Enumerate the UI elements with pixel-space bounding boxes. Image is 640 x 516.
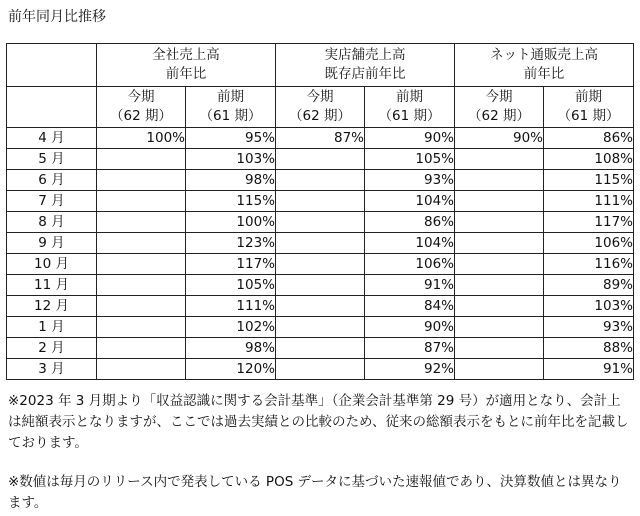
corner-cell — [7, 87, 97, 128]
value-cell: 103% — [544, 296, 634, 317]
value-cell — [276, 191, 365, 212]
table-row — [7, 275, 634, 296]
value-cell: 115% — [186, 191, 276, 212]
value-cell — [276, 212, 365, 233]
group-header-total — [97, 44, 276, 87]
month-cell: 11 月 — [7, 275, 97, 296]
data-body — [7, 128, 634, 380]
table-row — [7, 191, 634, 212]
month-cell: 5 月 — [7, 149, 97, 170]
period-number: （61 期） — [378, 108, 441, 124]
value-cell: 93% — [544, 317, 634, 338]
value-cell: 111% — [186, 296, 276, 317]
table-row — [7, 254, 634, 275]
month-cell: 4 月 — [7, 128, 97, 149]
value-cell: 84% — [365, 296, 455, 317]
period-header-current — [276, 87, 365, 128]
period-label: 前期 — [396, 89, 423, 105]
value-cell — [276, 317, 365, 338]
value-cell — [97, 212, 186, 233]
value-cell: 100% — [186, 212, 276, 233]
month-cell: 8 月 — [7, 212, 97, 233]
period-header-previous — [365, 87, 455, 128]
month-cell: 6 月 — [7, 170, 97, 191]
table-row — [7, 338, 634, 359]
table-row — [7, 170, 634, 191]
period-header-previous — [186, 87, 276, 128]
value-cell: 111% — [544, 191, 634, 212]
group-header-store — [276, 44, 455, 87]
value-cell: 87% — [276, 128, 365, 149]
group-header-line2: 前年比 — [523, 66, 565, 82]
value-cell: 106% — [365, 254, 455, 275]
table-row — [7, 128, 634, 149]
value-cell — [276, 359, 365, 380]
month-cell: 3 月 — [7, 359, 97, 380]
value-cell: 92% — [365, 359, 455, 380]
value-cell — [97, 149, 186, 170]
value-cell: 88% — [544, 338, 634, 359]
value-cell: 90% — [455, 128, 544, 149]
month-cell: 12 月 — [7, 296, 97, 317]
value-cell — [455, 275, 544, 296]
value-cell: 91% — [544, 359, 634, 380]
group-header-line2: 既存店前年比 — [324, 66, 406, 82]
period-header-row — [7, 87, 634, 128]
value-cell — [455, 233, 544, 254]
footnote-accounting-standard: ※2023 年 3 月期より「収益認識に関する会計基準」（企業会計基準第 29 号）が適用となり、会計上は純額表示となりますが、ここでは過去実績との比較のため、従来の総額表示をもとに前年比を記載しております。 — [8, 393, 629, 451]
value-cell — [97, 296, 186, 317]
period-header-previous — [544, 87, 634, 128]
period-number: （61 期） — [557, 108, 620, 124]
value-cell: 98% — [186, 170, 276, 191]
value-cell: 123% — [186, 233, 276, 254]
value-cell — [276, 149, 365, 170]
group-header-line1: 全社売上高 — [152, 47, 220, 63]
value-cell: 87% — [365, 338, 455, 359]
value-cell: 104% — [365, 233, 455, 254]
page-title: 前年同月比推移 — [8, 9, 106, 25]
corner-cell — [7, 44, 97, 87]
value-cell — [97, 254, 186, 275]
period-label: 今期 — [127, 89, 155, 105]
period-number: （62 期） — [468, 108, 530, 124]
value-cell: 106% — [544, 233, 634, 254]
table-row — [7, 233, 634, 254]
month-cell: 9 月 — [7, 233, 97, 254]
value-cell: 86% — [365, 212, 455, 233]
month-cell: 10 月 — [7, 254, 97, 275]
table-row — [7, 149, 634, 170]
value-cell — [455, 359, 544, 380]
period-label: 前期 — [217, 89, 244, 105]
value-cell — [455, 191, 544, 212]
table-row — [7, 317, 634, 338]
month-cell: 7 月 — [7, 191, 97, 212]
group-header-row — [7, 44, 634, 87]
value-cell: 90% — [365, 128, 455, 149]
month-cell: 1 月 — [7, 317, 97, 338]
value-cell — [97, 233, 186, 254]
value-cell: 117% — [544, 212, 634, 233]
value-cell — [276, 296, 365, 317]
value-cell — [455, 296, 544, 317]
value-cell — [455, 338, 544, 359]
value-cell: 116% — [544, 254, 634, 275]
period-number: （61 期） — [199, 108, 262, 124]
value-cell: 105% — [186, 275, 276, 296]
value-cell: 120% — [186, 359, 276, 380]
value-cell — [455, 170, 544, 191]
table-row — [7, 296, 634, 317]
value-cell: 105% — [365, 149, 455, 170]
value-cell: 91% — [365, 275, 455, 296]
value-cell — [455, 149, 544, 170]
value-cell — [97, 359, 186, 380]
group-header-online — [455, 44, 634, 87]
period-header-current — [455, 87, 544, 128]
value-cell — [276, 275, 365, 296]
value-cell: 117% — [186, 254, 276, 275]
footnote-pos-data: ※数値は毎月のリリース内で発表している POS データに基づいた速報値であり、決算数値とは異なります。 — [8, 474, 622, 511]
value-cell: 89% — [544, 275, 634, 296]
period-label: 今期 — [306, 89, 334, 105]
value-cell — [276, 170, 365, 191]
yoy-table — [6, 43, 634, 380]
value-cell — [97, 275, 186, 296]
month-cell: 2 月 — [7, 338, 97, 359]
period-number: （62 期） — [289, 108, 351, 124]
value-cell: 108% — [544, 149, 634, 170]
value-cell — [97, 170, 186, 191]
table-row — [7, 359, 634, 380]
value-cell — [276, 233, 365, 254]
value-cell: 86% — [544, 128, 634, 149]
value-cell — [97, 317, 186, 338]
value-cell: 93% — [365, 170, 455, 191]
value-cell — [97, 191, 186, 212]
value-cell: 103% — [186, 149, 276, 170]
value-cell — [455, 317, 544, 338]
group-header-line1: 実店舗売上高 — [324, 47, 406, 63]
value-cell: 102% — [186, 317, 276, 338]
value-cell: 95% — [186, 128, 276, 149]
value-cell: 98% — [186, 338, 276, 359]
group-header-line2: 前年比 — [165, 66, 207, 82]
period-label: 今期 — [485, 89, 513, 105]
period-header-current — [97, 87, 186, 128]
value-cell — [97, 338, 186, 359]
value-cell: 104% — [365, 191, 455, 212]
group-header-line1: ネット通販売上高 — [490, 47, 598, 63]
value-cell — [276, 254, 365, 275]
value-cell: 100% — [97, 128, 186, 149]
value-cell — [276, 338, 365, 359]
period-number: （62 期） — [110, 108, 172, 124]
value-cell: 115% — [544, 170, 634, 191]
value-cell: 90% — [365, 317, 455, 338]
value-cell — [455, 254, 544, 275]
value-cell — [455, 212, 544, 233]
table-row — [7, 212, 634, 233]
period-label: 前期 — [575, 89, 602, 105]
